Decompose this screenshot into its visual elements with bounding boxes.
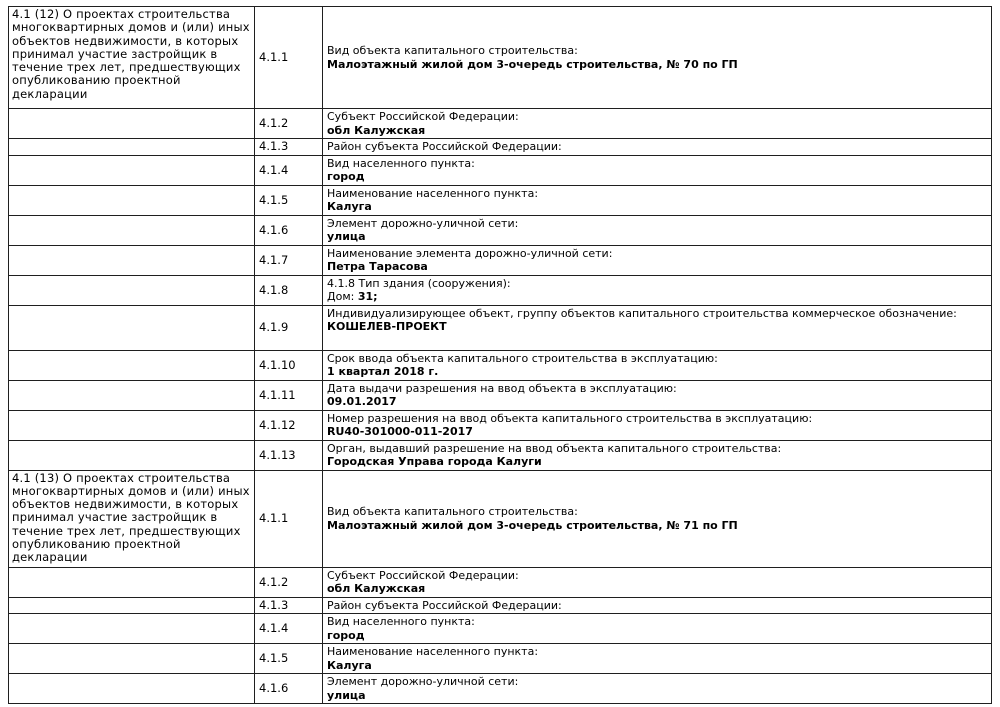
field-value: Петра Тарасова (327, 260, 428, 273)
row-number: 4.1.1 (255, 470, 323, 567)
field-cell (323, 567, 992, 597)
field-value: улица (327, 230, 366, 243)
field-label: Субъект Российской Федерации: (327, 568, 519, 582)
field-value: 1 квартал 2018 г. (327, 365, 439, 378)
table-row (9, 470, 992, 567)
field-label: Срок ввода объекта капитального строительства в эксплуатацию: (327, 351, 718, 365)
row-number: 4.1.9 (255, 305, 323, 350)
row-number: 4.1.7 (255, 245, 323, 275)
row-number: 4.1.12 (255, 410, 323, 440)
field-cell (323, 674, 992, 704)
field-label: Район субъекта Российской Федерации: (327, 598, 562, 612)
field-cell (323, 440, 992, 470)
row-number: 4.1.6 (255, 674, 323, 704)
field-label: Номер разрешения на ввод объекта капитального строительства в эксплуатацию: (327, 411, 813, 425)
field-label: 4.1.8 Тип здания (сооружения): (327, 276, 511, 290)
field-value: 09.01.2017 (327, 395, 397, 408)
empty-cell (9, 644, 255, 674)
field-label: Наименование населенного пункта: (327, 645, 539, 658)
field-cell (323, 185, 992, 215)
field-value: Калуга (327, 658, 372, 672)
field-cell (323, 644, 992, 674)
field-value-prefix: Дом: (327, 290, 358, 303)
field-cell (323, 350, 992, 380)
field-value: Калуга (327, 200, 372, 213)
empty-cell (9, 567, 255, 597)
empty-cell (9, 109, 255, 139)
row-number: 4.1.2 (255, 109, 323, 139)
table-row (9, 644, 992, 674)
empty-cell (9, 410, 255, 440)
table-row (9, 567, 992, 597)
row-number: 4.1.10 (255, 350, 323, 380)
row-number: 4.1.2 (255, 567, 323, 597)
field-value: город (327, 170, 365, 183)
empty-cell (9, 155, 255, 185)
table-row (9, 380, 992, 410)
field-value: улица (327, 688, 366, 702)
row-number: 4.1.4 (255, 155, 323, 185)
row-number: 4.1.11 (255, 380, 323, 410)
table-row (9, 245, 992, 275)
empty-cell (9, 614, 255, 644)
empty-cell (9, 185, 255, 215)
field-label: Наименование элемента дорожно-уличной сети: (327, 246, 613, 260)
field-cell (323, 410, 992, 440)
field-cell (323, 215, 992, 245)
empty-cell (9, 440, 255, 470)
field-label: Субъект Российской Федерации: (327, 110, 519, 123)
empty-cell (9, 350, 255, 380)
row-number: 4.1.5 (255, 644, 323, 674)
table-row (9, 7, 992, 109)
empty-cell (9, 275, 255, 305)
table-row (9, 410, 992, 440)
row-number: 4.1.8 (255, 275, 323, 305)
empty-cell (9, 139, 255, 156)
field-label: Вид населенного пункта: (327, 615, 475, 628)
field-value (327, 290, 987, 304)
field-cell (323, 155, 992, 185)
field-label: Район субъекта Российской Федерации: (327, 140, 562, 153)
field-cell (323, 614, 992, 644)
row-number: 4.1.13 (255, 440, 323, 470)
row-number: 4.1.3 (255, 139, 323, 156)
section-header-cell: 4.1 (13) О проектах строительства многоквартирных домов и (или) иных объектов недвижимости, в которых принимал участие застройщик в течение трех лет, предшествующих опубликованию проектной декларации (9, 470, 255, 567)
table-row (9, 155, 992, 185)
table-row (9, 139, 992, 156)
field-value: город (327, 628, 365, 642)
field-cell (323, 470, 992, 567)
table-row (9, 109, 992, 139)
field-value-text: 31; (357, 290, 378, 303)
field-value: обл Калужская (327, 582, 426, 595)
field-label: Элемент дорожно-уличной сети: (327, 216, 519, 230)
field-label: Вид населенного пункта: (327, 156, 475, 170)
field-cell (323, 109, 992, 139)
field-label: Вид объекта капитального строительства: (327, 505, 578, 518)
empty-cell (9, 305, 255, 350)
field-cell (323, 305, 992, 350)
field-label: Элемент дорожно-уличной сети: (327, 675, 519, 688)
field-value: RU40-301000-011-2017 (327, 425, 473, 438)
table-row (9, 215, 992, 245)
table-row (9, 305, 992, 350)
field-value: Малоэтажный жилой дом 3-очередь строительства, № 70 по ГП (327, 57, 738, 71)
empty-cell (9, 597, 255, 614)
field-cell (323, 245, 992, 275)
row-number: 4.1.3 (255, 597, 323, 614)
empty-cell (9, 215, 255, 245)
row-number: 4.1.5 (255, 185, 323, 215)
table-row (9, 597, 992, 614)
row-number: 4.1.6 (255, 215, 323, 245)
field-label: Дата выдачи разрешения на ввод объекта в эксплуатацию: (327, 381, 677, 395)
table-row (9, 614, 992, 644)
field-cell (323, 597, 992, 614)
field-cell (323, 275, 992, 305)
project-declaration-table (8, 6, 992, 704)
row-number: 4.1.4 (255, 614, 323, 644)
field-value: Малоэтажный жилой дом 3-очередь строительства, № 71 по ГП (327, 518, 738, 532)
empty-cell (9, 674, 255, 704)
field-label: Орган, выдавший разрешение на ввод объекта капитального строительства: (327, 441, 782, 455)
empty-cell (9, 245, 255, 275)
field-value: КОШЕЛЕВ-ПРОЕКТ (327, 320, 447, 333)
section-header-cell: 4.1 (12) О проектах строительства многоквартирных домов и (или) иных объектов недвижимости, в которых принимал участие застройщик в течение трех лет, предшествующих опубликованию проектной декларации (9, 7, 255, 109)
field-cell (323, 7, 992, 109)
table-row (9, 350, 992, 380)
field-value: обл Калужская (327, 123, 426, 137)
field-label: Наименование населенного пункта: (327, 186, 539, 200)
table-row (9, 185, 992, 215)
field-cell (323, 380, 992, 410)
table-row (9, 440, 992, 470)
table-row (9, 275, 992, 305)
field-value: Городская Управа города Калуги (327, 455, 542, 468)
empty-cell (9, 380, 255, 410)
field-label: Вид объекта капитального строительства: (327, 44, 578, 57)
field-cell (323, 139, 992, 156)
row-number: 4.1.1 (255, 7, 323, 109)
field-label: Индивидуализирующее объект, группу объектов капитального строительства коммерческое обозначение: (327, 306, 957, 320)
table-row (9, 674, 992, 704)
